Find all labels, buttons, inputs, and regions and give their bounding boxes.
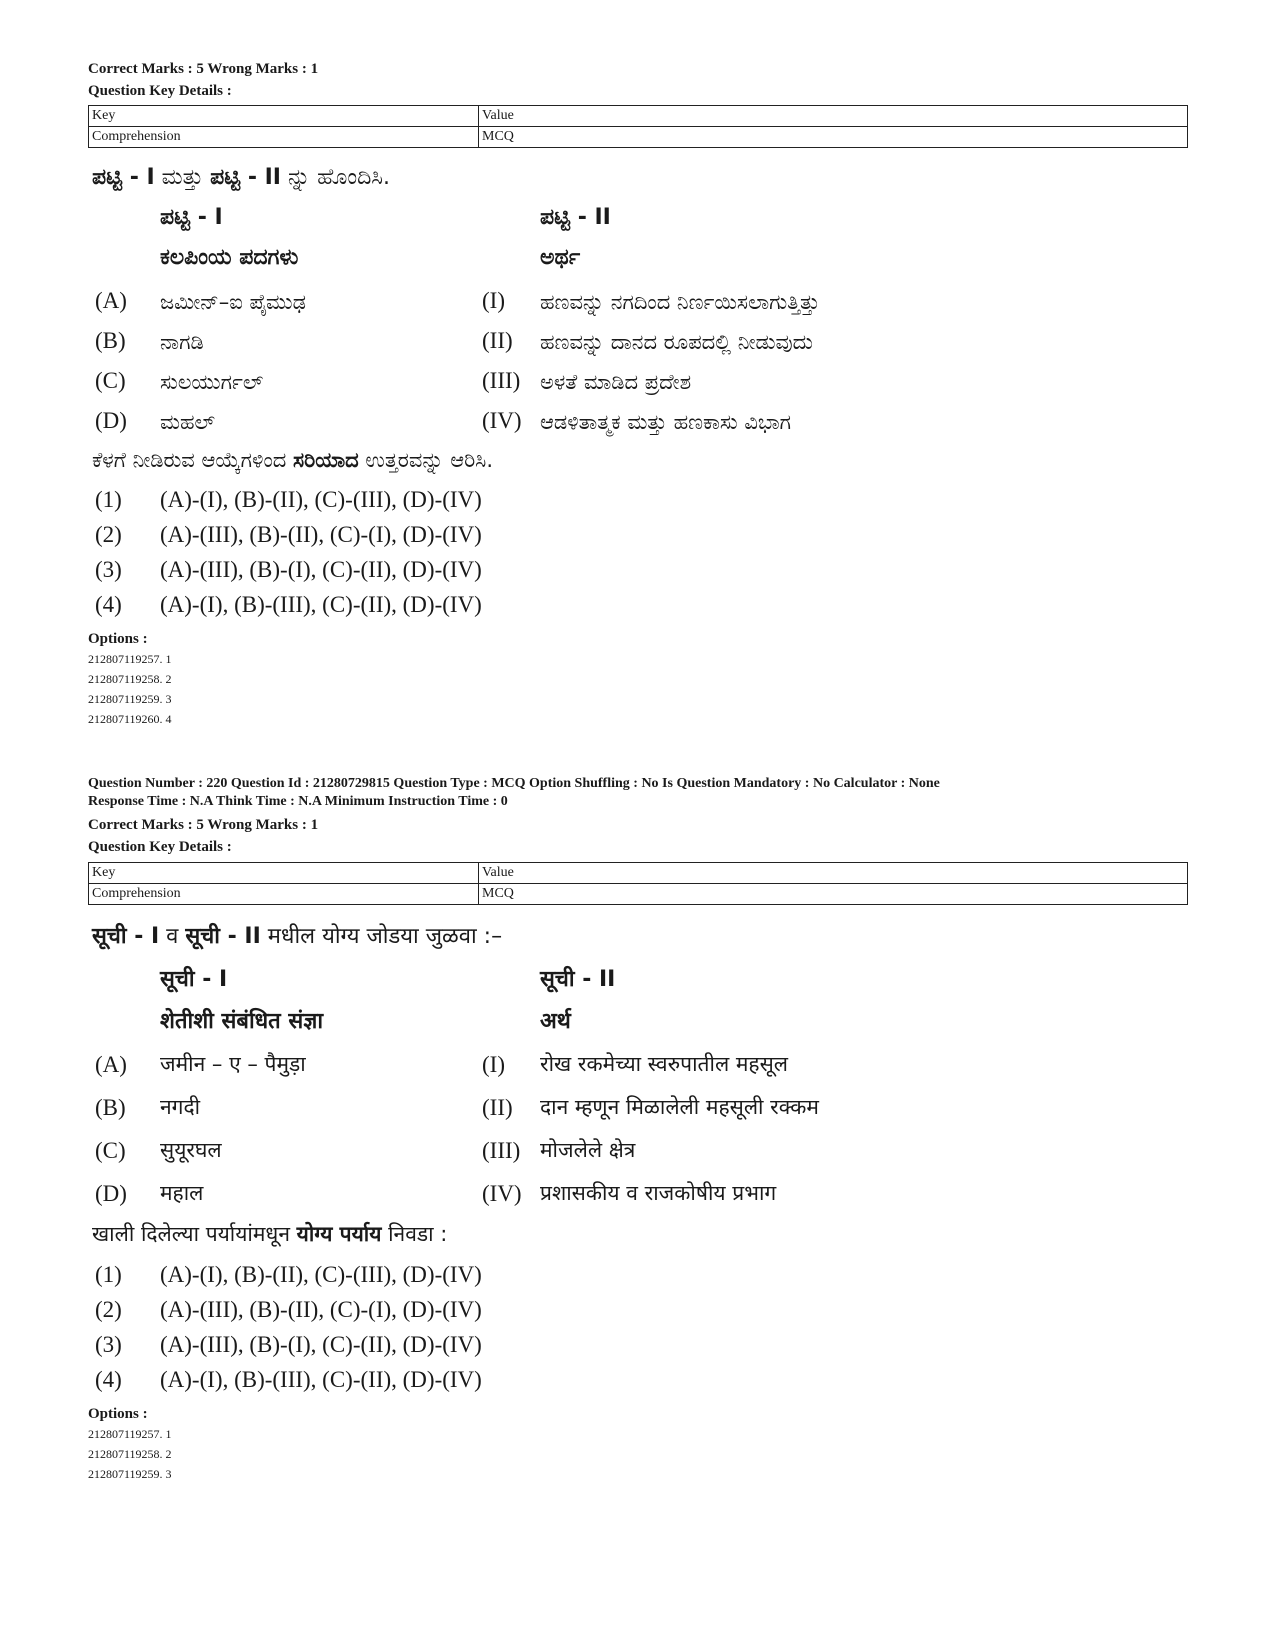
answer-number: (2) bbox=[95, 522, 122, 547]
table-header-row bbox=[89, 106, 1188, 127]
table-row bbox=[89, 127, 1188, 148]
choose-instruction bbox=[92, 1220, 447, 1248]
table-row bbox=[89, 884, 1188, 905]
key-details-label: Question Key Details : bbox=[88, 83, 232, 99]
list1-item: नगदी bbox=[160, 1095, 201, 1119]
row-label: (D) bbox=[95, 1181, 127, 1206]
list1-title: ಪಟ್ಟಿ - I bbox=[160, 205, 223, 230]
row-label: (III) bbox=[482, 368, 521, 393]
table-key-cell: Comprehension bbox=[89, 127, 479, 148]
list1-item: ಜಮೀನ್–ಐ ಪೈಮುಢ bbox=[160, 290, 306, 314]
choose-text: ಉತ್ತರವನ್ನು ಆರಿಸಿ. bbox=[358, 448, 493, 472]
option-id: 212807119257. 1 bbox=[88, 1427, 172, 1441]
table-value-cell: MCQ bbox=[479, 127, 1188, 148]
instruction-list1: सूची - I bbox=[92, 924, 160, 949]
row-label: (II) bbox=[482, 328, 513, 353]
answer-option: (A)-(I), (B)-(II), (C)-(III), (D)-(IV) bbox=[160, 487, 482, 512]
list2-item: प्रशासकीय व राजकोषीय प्रभाग bbox=[540, 1181, 777, 1205]
choose-text: ಕೆಳಗೆ ನೀಡಿರುವ ಆಯ್ಕೆಗಳಿಂದ bbox=[92, 448, 294, 472]
table-key-header: Key bbox=[89, 106, 479, 127]
answer-number: (1) bbox=[95, 487, 122, 512]
answer-number: (3) bbox=[95, 1332, 122, 1357]
row-label: (B) bbox=[95, 328, 126, 353]
choose-emphasis: ಸರಿಯಾದ bbox=[293, 448, 359, 472]
answer-option: (A)-(III), (B)-(II), (C)-(I), (D)-(IV) bbox=[160, 1297, 482, 1322]
list2-item: ಆಡಳಿತಾತ್ಮಕ ಮತ್ತು ಹಣಕಾಸು ವಿಭಾಗ bbox=[540, 410, 792, 434]
answer-option: (A)-(I), (B)-(III), (C)-(II), (D)-(IV) bbox=[160, 1367, 482, 1392]
list2-title: ಪಟ್ಟಿ - II bbox=[540, 205, 611, 230]
list2-item: ಅಳತೆ ಮಾಡಿದ ಪ್ರದೇಶ bbox=[540, 370, 692, 394]
answer-option: (A)-(III), (B)-(I), (C)-(II), (D)-(IV) bbox=[160, 1332, 482, 1357]
table-key-cell: Comprehension bbox=[89, 884, 479, 905]
list1-item: सुयूरघल bbox=[160, 1138, 222, 1162]
row-label: (III) bbox=[482, 1138, 521, 1163]
instruction-list2: सूची - II bbox=[185, 924, 261, 949]
key-value-table bbox=[88, 105, 1188, 148]
answer-number: (3) bbox=[95, 557, 122, 582]
row-label: (A) bbox=[95, 288, 127, 313]
question-instruction bbox=[92, 165, 390, 190]
options-label: Options : bbox=[88, 1406, 148, 1422]
question-meta: Response Time : N.A Think Time : N.A Minimum Instruction Time : 0 bbox=[88, 794, 508, 809]
instruction-text: मधील योग्य जोडया जुळवा :– bbox=[260, 924, 503, 949]
list2-item: ಹಣವನ್ನು ದಾನದ ರೂಪದಲ್ಲಿ ನೀಡುವುದು bbox=[540, 330, 813, 354]
choose-text: खाली दिलेल्या पर्यायांमधून bbox=[92, 1222, 297, 1246]
list1-item: जमीन – ए – पैमुड़ा bbox=[160, 1052, 306, 1076]
answer-option: (A)-(III), (B)-(I), (C)-(II), (D)-(IV) bbox=[160, 557, 482, 582]
answer-number: (4) bbox=[95, 592, 122, 617]
option-id: 212807119259. 3 bbox=[88, 1467, 172, 1481]
question-meta: Question Number : 220 Question Id : 21280729815 Question Type : MCQ Option Shuffling : No Is Question Mandatory : No Calculator : None bbox=[88, 776, 940, 791]
list2-subtitle: ಅರ್ಥ bbox=[540, 245, 581, 270]
choose-emphasis: योग्य पर्याय bbox=[296, 1222, 382, 1246]
list2-item: मोजलेले क्षेत्र bbox=[540, 1138, 636, 1162]
option-id: 212807119260. 4 bbox=[88, 712, 172, 726]
list2-item: रोख रकमेच्या स्वरुपातील महसूल bbox=[540, 1052, 789, 1076]
table-key-header: Key bbox=[89, 863, 479, 884]
row-label: (A) bbox=[95, 1052, 127, 1077]
row-label: (D) bbox=[95, 408, 127, 433]
option-id: 212807119259. 3 bbox=[88, 692, 172, 706]
answer-option: (A)-(I), (B)-(II), (C)-(III), (D)-(IV) bbox=[160, 1262, 482, 1287]
list2-item: दान म्हणून मिळालेली महसूली रक्कम bbox=[540, 1095, 819, 1119]
choose-text: निवडा : bbox=[381, 1222, 448, 1246]
list1-item: महाल bbox=[160, 1181, 204, 1205]
row-label: (I) bbox=[482, 288, 505, 313]
list1-item: ಮಹಲ್ bbox=[160, 410, 215, 434]
row-label: (B) bbox=[95, 1095, 126, 1120]
list1-subtitle: शेतीशी संबंधित संज्ञा bbox=[160, 1009, 324, 1034]
instruction-text: ನ್ನು ಹೊಂದಿಸಿ. bbox=[281, 165, 390, 190]
question-instruction bbox=[92, 920, 502, 950]
instruction-list2: ಪಟ್ಟಿ - II bbox=[210, 165, 281, 190]
marks-line: Correct Marks : 5 Wrong Marks : 1 bbox=[88, 61, 319, 77]
table-value-header: Value bbox=[479, 106, 1188, 127]
answer-option: (A)-(III), (B)-(II), (C)-(I), (D)-(IV) bbox=[160, 522, 482, 547]
instruction-text: व bbox=[159, 924, 186, 949]
row-label: (II) bbox=[482, 1095, 513, 1120]
list1-item: ಸುಲಯುರ್ಗಲ್ bbox=[160, 370, 264, 394]
list1-subtitle: ಕಲಪಿಂಯ ಪದಗಳು bbox=[160, 245, 299, 270]
table-header-row bbox=[89, 863, 1188, 884]
instruction-list1: ಪಟ್ಟಿ - I bbox=[92, 165, 155, 190]
marks-line: Correct Marks : 5 Wrong Marks : 1 bbox=[88, 817, 319, 833]
row-label: (IV) bbox=[482, 1181, 522, 1206]
answer-number: (2) bbox=[95, 1297, 122, 1322]
choose-instruction bbox=[92, 448, 493, 473]
answer-option: (A)-(I), (B)-(III), (C)-(II), (D)-(IV) bbox=[160, 592, 482, 617]
row-label: (I) bbox=[482, 1052, 505, 1077]
option-id: 212807119257. 1 bbox=[88, 652, 172, 666]
table-value-cell: MCQ bbox=[479, 884, 1188, 905]
instruction-text: ಮತ್ತು bbox=[154, 165, 211, 190]
key-details-label: Question Key Details : bbox=[88, 839, 232, 855]
list2-item: ಹಣವನ್ನು ನಗದಿಂದ ನಿರ್ಣಯಿಸಲಾಗುತ್ತಿತ್ತು bbox=[540, 290, 820, 314]
list2-title: सूची - II bbox=[540, 967, 616, 992]
answer-number: (1) bbox=[95, 1262, 122, 1287]
key-value-table bbox=[88, 862, 1188, 905]
answer-number: (4) bbox=[95, 1367, 122, 1392]
list1-title: सूची - I bbox=[160, 967, 228, 992]
row-label: (C) bbox=[95, 1138, 126, 1163]
row-label: (IV) bbox=[482, 408, 522, 433]
table-value-header: Value bbox=[479, 863, 1188, 884]
option-id: 212807119258. 2 bbox=[88, 672, 172, 686]
options-label: Options : bbox=[88, 631, 148, 647]
list1-item: ನಾಗಡಿ bbox=[160, 330, 204, 354]
row-label: (C) bbox=[95, 368, 126, 393]
option-id: 212807119258. 2 bbox=[88, 1447, 172, 1461]
list2-subtitle: अर्थ bbox=[540, 1009, 571, 1034]
